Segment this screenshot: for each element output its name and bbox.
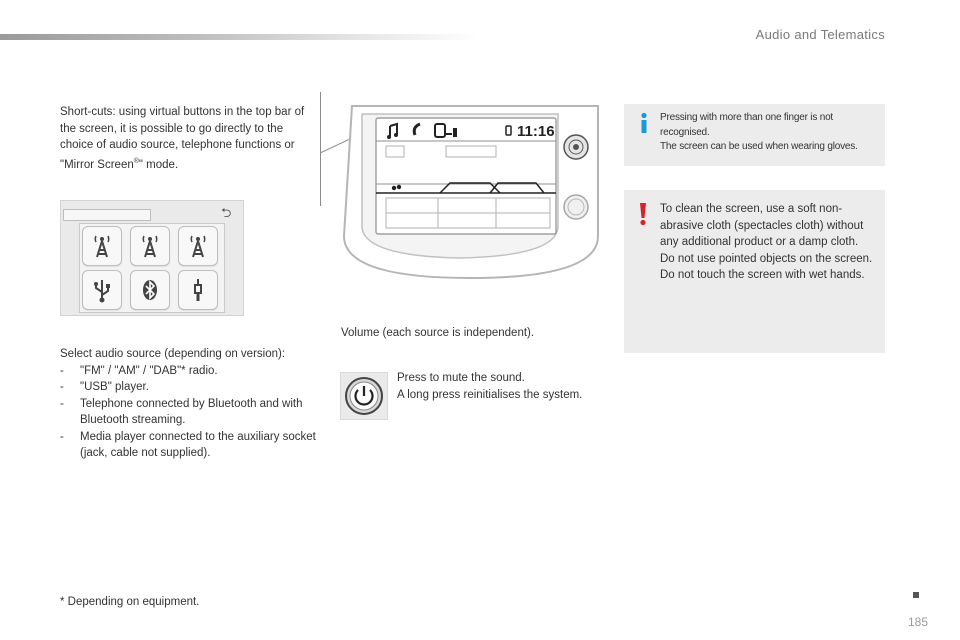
dab-radio-button[interactable] <box>178 226 218 266</box>
mute-line: Press to mute the sound. <box>397 372 525 384</box>
radio-antenna-icon <box>137 233 163 259</box>
list-item-text: Media player connected to the auxiliary socket (jack, cable not supplied). <box>80 430 316 459</box>
source-list-heading: Select audio source (depending on version): <box>60 348 286 360</box>
aux-button[interactable] <box>178 270 218 310</box>
info-line: Pressing with more than one finger is not recognised. <box>660 112 834 138</box>
list-dash: - <box>60 430 64 443</box>
usb-button[interactable] <box>82 270 122 310</box>
header-decorative-bar <box>0 34 480 40</box>
info-line: The screen can be used when wearing gloves. <box>660 141 858 152</box>
list-item-text: "FM" / "AM" / "DAB"* radio. <box>80 364 218 377</box>
list-item <box>60 363 320 380</box>
bluetooth-button[interactable] <box>130 270 170 310</box>
list-item <box>60 396 320 429</box>
registered-mark: ® <box>133 157 139 165</box>
info-icon <box>638 112 650 134</box>
shortcuts-paragraph <box>60 104 315 173</box>
warning-note-box <box>624 190 885 353</box>
warning-line: To clean the screen, use a soft non-abrasive cloth (spectacles cloth) without any additional product or a damp cloth. <box>660 203 864 248</box>
list-item-text: "USB" player. <box>80 381 149 393</box>
radio-antenna-icon <box>185 233 211 259</box>
clock-display: 11:16 <box>517 123 555 140</box>
warning-line: Do not use pointed objects on the screen. <box>660 252 873 265</box>
info-note-text <box>660 111 882 155</box>
list-dash: - <box>60 381 64 393</box>
mute-description <box>397 370 617 403</box>
list-item-text: Telephone connected by Bluetooth and with Bluetooth streaming. <box>80 397 303 426</box>
source-title-field <box>63 209 151 221</box>
volume-description: Volume (each source is independent). <box>341 327 535 339</box>
list-dash: - <box>60 397 64 410</box>
reinit-line: A long press reinitialises the system. <box>397 388 583 401</box>
usb-icon <box>89 277 115 303</box>
section-title: Audio and Telematics <box>755 27 885 42</box>
head-unit-illustration <box>340 96 600 286</box>
warning-note-text <box>660 201 884 284</box>
power-button-illustration <box>340 372 388 420</box>
bluetooth-icon <box>137 277 163 303</box>
warning-line: Do not touch the screen with wet hands. <box>660 269 865 281</box>
exclamation-icon <box>638 202 648 226</box>
source-list <box>60 346 320 462</box>
list-dash: - <box>60 364 64 377</box>
aux-jack-icon <box>185 277 211 303</box>
shortcuts-text: Short-cuts: using virtual buttons in the top bar of the screen, it is possible to go directly to the choice of audio source, telephone functions or "Mirror Screen <box>60 106 305 171</box>
source-tiles-grid <box>79 223 225 313</box>
fm-radio-button[interactable] <box>82 226 122 266</box>
am-radio-button[interactable] <box>130 226 170 266</box>
page-marker <box>913 592 919 598</box>
list-item <box>60 429 320 462</box>
power-icon <box>341 373 387 419</box>
info-note-box <box>624 104 885 166</box>
shortcuts-text-end: " mode. <box>138 158 179 171</box>
source-selection-panel <box>60 200 244 316</box>
footnote: * Depending on equipment. <box>60 596 200 608</box>
return-arrow-icon[interactable]: ⮌ <box>221 205 232 220</box>
page-number: 185 <box>908 615 929 629</box>
list-item <box>60 379 320 396</box>
radio-antenna-icon <box>89 233 115 259</box>
